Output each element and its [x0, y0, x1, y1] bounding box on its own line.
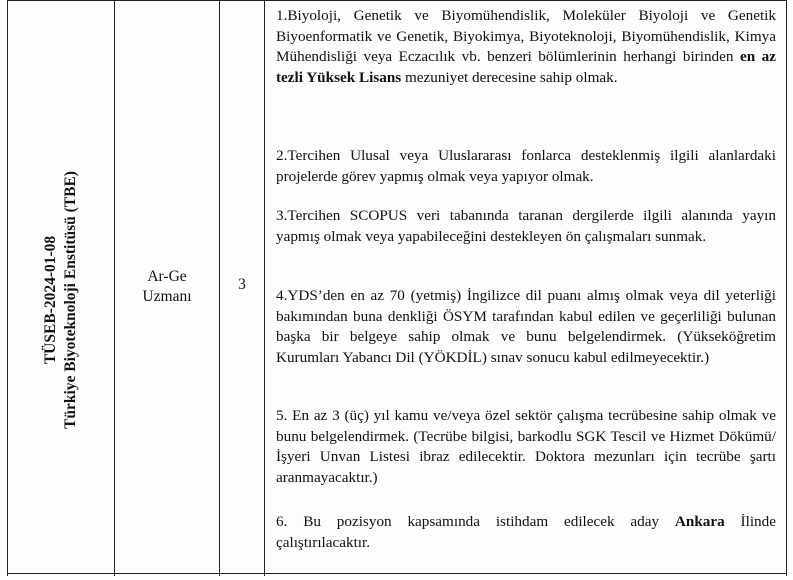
requirement-1-tail: mezuniyet derecesine sahip olmak. — [401, 68, 618, 86]
requirement-6-bold: Ankara — [674, 513, 725, 530]
requirement-4-text: 4.YDS’den en az 70 (yetmiş) İngilizce dil puanı almış olmak veya dil yeterliği bakımından buna denkliği ÖSYM tarafından kabul edilen ve geçerliliği bulunan başka bir belgeye sahip olmak ve bunu belgelendirmek. (Yükseköğretim Kurumları Yabancı Dil (YÖKDİL) sınav sonucu kabul edilmeyecektir.) — [276, 287, 776, 366]
position-title — [115, 267, 219, 307]
requirement-6-tail: İlinde çalıştırılacaktır. — [276, 513, 776, 551]
requirement-3-text: 3.Tercihen SCOPUS veri tabanında taranan dergilerde ilgili alanında yayın yapmış olmak veya yapabileceğini destekleyen ön çalışmaları sunmak. — [276, 207, 776, 245]
code-rotated-block — [41, 20, 81, 580]
cell-border — [786, 0, 787, 576]
requirement-1-bold: en az tezli Yüksek Lisans — [276, 48, 776, 86]
institute-name: Türkiye Biyoteknoloji Enstitüsü (TBE) — [62, 171, 79, 429]
requirement-2-text: 2.Tercihen Ulusal veya Uluslararası fonlarca desteklenmiş ilgili alanlardaki projelerde görev yapmış olmak veya yapıyor olmak. — [276, 147, 776, 185]
count-cell — [220, 0, 264, 576]
position-title-line-2: Uzmanı — [142, 288, 192, 305]
requirement-1-text: 1.Biyoloji, Genetik ve Biyomühendislik, Moleküler Biyoloji ve Genetik Biyoenformatik ve Genetik, Biyokimya, Biyoteknoloji, Biyomühendislik, Kimya Mühendisliği veya Eczacılık vb. benzeri bölümlerinin herhangi birinden — [276, 7, 776, 65]
requirement-4 — [276, 286, 776, 368]
requirement-5-text: 5. En az 3 (üç) yıl kamu ve/veya özel sektör çalışma tecrübesine sahip olmak ve bunu belgelendirmek. (Tecrübe bilgisi, barkodlu SGK Tescil ve Hizmet Dökümü/İşyeri Unvan Listesi ibraz edilecektir. Doktora mezunları için tecrübe şartı aranmayacaktır.) — [276, 407, 776, 486]
requirement-2 — [276, 146, 776, 187]
position-cell — [115, 0, 219, 576]
position-count: 3 — [238, 276, 246, 293]
position-title-line-1: Ar-Ge — [147, 268, 187, 285]
position-code: TÜSEB-2024-01-08 — [42, 235, 59, 365]
requirements-cell — [265, 0, 786, 576]
requirement-3 — [276, 206, 776, 247]
requirement-6 — [276, 512, 776, 553]
requirement-1 — [276, 6, 776, 88]
code-cell — [8, 0, 114, 576]
requirement-6-text: 6. Bu pozisyon kapsamında istihdam edilecek aday — [276, 513, 675, 530]
requirement-5 — [276, 406, 776, 488]
